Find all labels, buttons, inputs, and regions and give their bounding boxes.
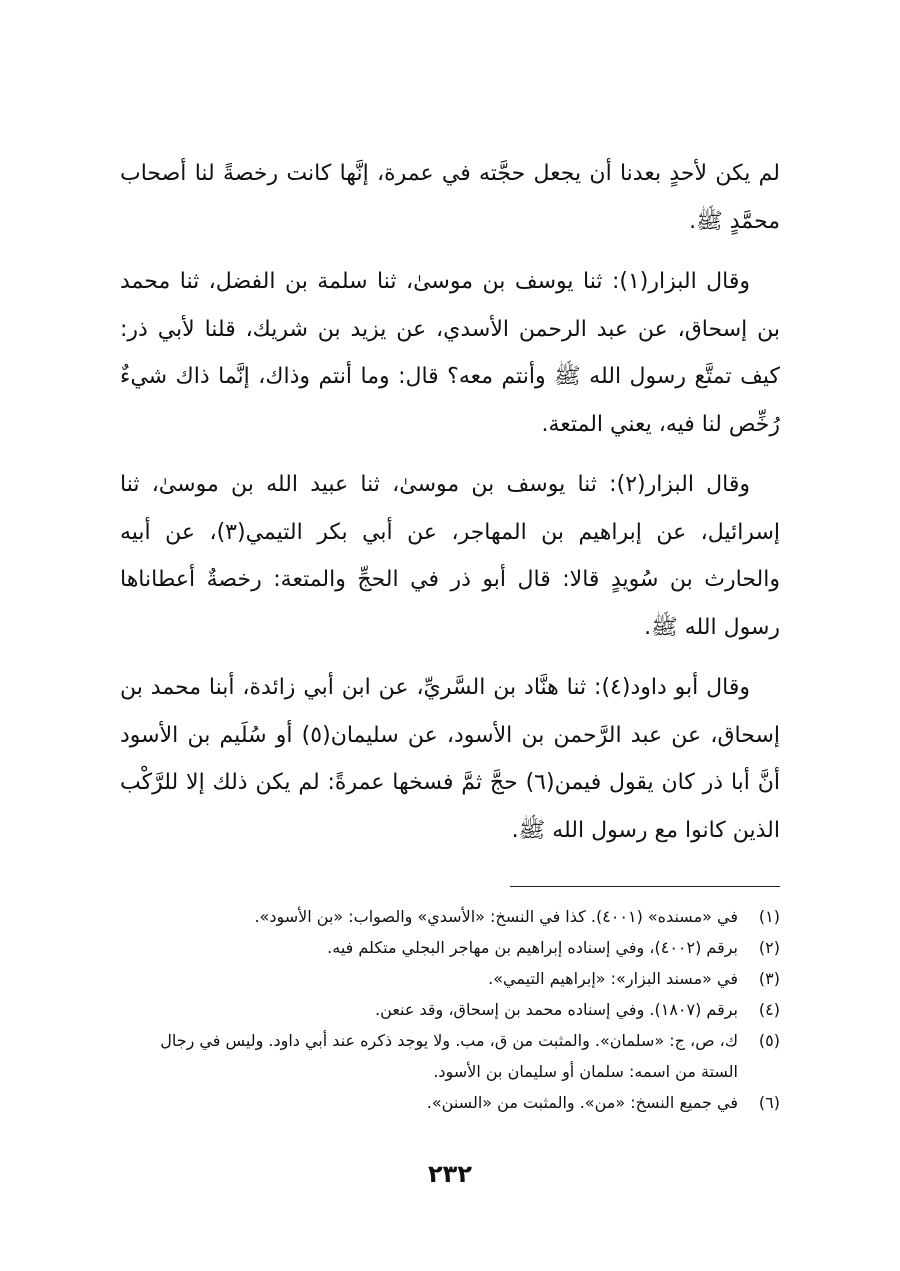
- paragraph-2: وقال البزار(١): ثنا يوسف بن موسىٰ، ثنا سلمة بن الفضل، ثنا محمد بن إسحاق، عن عبد الرحمن الأسدي، عن يزيد بن شريك، قلنا لأبي ذر: كيف تمتَّع رسول الله ﷺ وأنتم معه؟ قال: وما أنتم وذاك، إنَّما ذاك شيءٌ رُخِّص لنا فيه، يعني المتعة.: [120, 269, 780, 437]
- footnote-number: (٦): [758, 1093, 780, 1112]
- footnote-5: [120, 1025, 780, 1087]
- footnote-text: برقم (٤٠٠٢)، وفي إسناده إبراهيم بن مهاجر البجلي متكلم فيه.: [327, 938, 738, 957]
- footnote-1: [120, 901, 780, 932]
- footnote-number: (٥): [758, 1031, 780, 1050]
- footnote-text: برقم (١٨٠٧). وفي إسناده محمد بن إسحاق، وقد عنعن.: [375, 1000, 738, 1019]
- footnote-number: (١): [758, 907, 780, 926]
- paragraph-3: وقال البزار(٢): ثنا يوسف بن موسىٰ، ثنا عبيد الله بن موسىٰ، ثنا إسرائيل، عن إبراهيم بن المهاجر، عن أبي بكر التيمي(٣)، عن أبيه والحارث بن سُويدٍ قالا: قال أبو ذر في الحجِّ والمتعة: رخصةٌ أعطاناها رسول الله ﷺ.: [120, 472, 780, 640]
- footnote-number: (٢): [758, 938, 780, 957]
- body-text: [120, 150, 780, 854]
- page-number: ٢٣٢: [428, 1160, 472, 1188]
- footnote-4: [120, 994, 780, 1025]
- footnote-text: في جميع النسخ: «من». والمثبت من «السنن».: [426, 1093, 738, 1112]
- footnote-2: [120, 932, 780, 963]
- footnote-text: في «مسند البزار»: «إبراهيم التيمي».: [488, 969, 738, 988]
- footnote-6: [120, 1087, 780, 1118]
- footnote-3: [120, 963, 780, 994]
- footnote-number: (٤): [758, 1000, 780, 1019]
- footnote-text: ك، ص، ج: «سلمان». والمثبت من ق، مب. ولا يوجد ذكره عند أبي داود. وليس في رجال الستة من اسمه: سلمان أو سليمان بن الأسود.: [160, 1031, 738, 1081]
- paragraph-4: وقال أبو داود(٤): ثنا هنَّاد بن السَّريِّ، عن ابن أبي زائدة، أبنا محمد بن إسحاق، عن عبد الرَّحمن بن الأسود، عن سليمان(٥) أو سُلَيم بن الأسود أنَّ أبا ذر كان يقول فيمن(٦) حجَّ ثمَّ فسخها عمرةً: لم يكن ذلك إلا للرَّكْب الذين كانوا مع رسول الله ﷺ.: [120, 675, 781, 843]
- footnotes: [120, 901, 780, 1118]
- footnote-divider: [510, 886, 780, 887]
- footnote-text: في «مسنده» (٤٠٠١). كذا في النسخ: «الأسدي» والصواب: «بن الأسود».: [254, 907, 738, 926]
- paragraph-1: لم يكن لأحدٍ بعدنا أن يجعل حجَّته في عمرة، إنَّها كانت رخصةً لنا أصحاب محمَّدٍ ﷺ.: [120, 161, 780, 234]
- footnote-number: (٣): [758, 969, 780, 988]
